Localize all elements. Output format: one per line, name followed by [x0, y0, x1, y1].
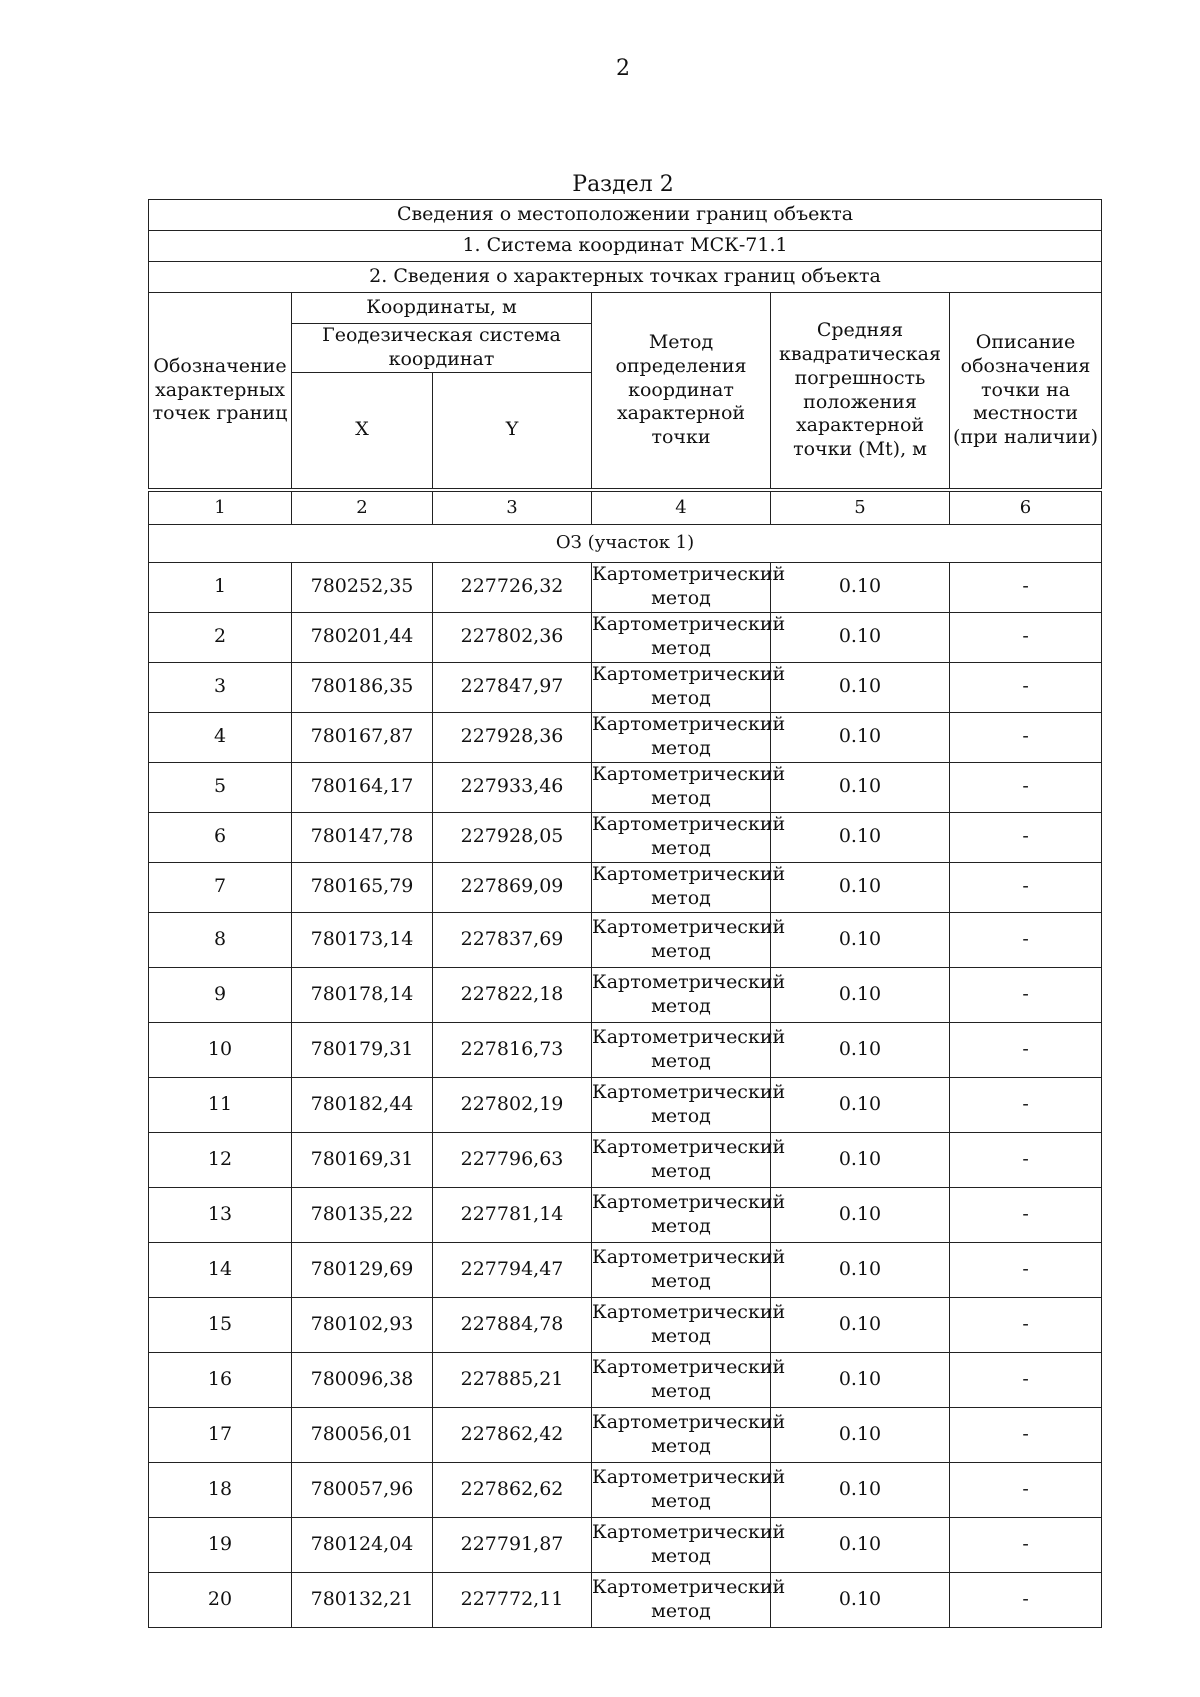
description-cell: - — [950, 662, 1102, 712]
coordinate-y: 227796,63 — [433, 1132, 592, 1187]
coordinate-y: 227794,47 — [433, 1242, 592, 1297]
accuracy-cell: 0.10 — [771, 1352, 950, 1407]
method-cell: Картометрический метод — [592, 1462, 771, 1517]
method-cell: Картометрический метод — [592, 662, 771, 712]
coordinate-y: 227781,14 — [433, 1187, 592, 1242]
table-row — [149, 1462, 1102, 1517]
description-cell: - — [950, 1352, 1102, 1407]
method-cell: Картометрический метод — [592, 1077, 771, 1132]
point-number: 11 — [149, 1077, 292, 1132]
accuracy-cell: 0.10 — [771, 1022, 950, 1077]
point-number: 16 — [149, 1352, 292, 1407]
method-cell: Картометрический метод — [592, 1242, 771, 1297]
column-number: 6 — [950, 490, 1102, 524]
method-cell: Картометрический метод — [592, 1407, 771, 1462]
point-number: 18 — [149, 1462, 292, 1517]
method-cell: Картометрический метод — [592, 612, 771, 662]
accuracy-cell: 0.10 — [771, 1187, 950, 1242]
column-number: 2 — [292, 490, 433, 524]
point-number: 4 — [149, 712, 292, 762]
coordinate-y: 227847,97 — [433, 662, 592, 712]
coordinate-y: 227791,87 — [433, 1517, 592, 1572]
description-cell: - — [950, 612, 1102, 662]
accuracy-cell: 0.10 — [771, 1517, 950, 1572]
method-cell: Картометрический метод — [592, 1022, 771, 1077]
header-geodetic-system: Геодезическая система координат — [292, 324, 592, 373]
point-number: 10 — [149, 1022, 292, 1077]
accuracy-cell: 0.10 — [771, 1572, 950, 1627]
header-y: Y — [433, 372, 592, 490]
table-caption: Сведения о местоположении границ объекта — [149, 200, 1102, 231]
method-cell: Картометрический метод — [592, 762, 771, 812]
coordinate-system-line: 1. Система координат МСК-71.1 — [149, 231, 1102, 262]
method-cell: Картометрический метод — [592, 1187, 771, 1242]
coordinate-x: 780132,21 — [292, 1572, 433, 1627]
coordinate-x: 780169,31 — [292, 1132, 433, 1187]
accuracy-cell: 0.10 — [771, 1407, 950, 1462]
method-cell: Картометрический метод — [592, 967, 771, 1022]
table-row — [149, 662, 1102, 712]
table-row — [149, 1132, 1102, 1187]
coordinate-y: 227822,18 — [433, 967, 592, 1022]
coordinate-x: 780179,31 — [292, 1022, 433, 1077]
header-coordinates: Координаты, м — [292, 293, 592, 324]
header-accuracy: Средняя квадратическая погрешность положения характерной точки (Mt), м — [771, 293, 950, 491]
column-number: 4 — [592, 490, 771, 524]
coordinate-x: 780173,14 — [292, 912, 433, 967]
section-title: Раздел 2 — [572, 172, 674, 197]
point-number: 7 — [149, 862, 292, 912]
method-cell: Картометрический метод — [592, 562, 771, 612]
coordinate-x: 780201,44 — [292, 612, 433, 662]
point-number: 3 — [149, 662, 292, 712]
point-number: 13 — [149, 1187, 292, 1242]
coordinate-x: 780096,38 — [292, 1352, 433, 1407]
description-cell: - — [950, 1297, 1102, 1352]
table-row — [149, 862, 1102, 912]
table-row — [149, 762, 1102, 812]
description-cell: - — [950, 812, 1102, 862]
table-row — [149, 1352, 1102, 1407]
description-cell: - — [950, 967, 1102, 1022]
description-cell: - — [950, 1517, 1102, 1572]
description-cell: - — [950, 1407, 1102, 1462]
description-cell: - — [950, 562, 1102, 612]
group-title: ОЗ (участок 1) — [149, 524, 1102, 562]
header-method: Метод определения координат характерной точки — [592, 293, 771, 491]
accuracy-cell: 0.10 — [771, 762, 950, 812]
table-row — [149, 812, 1102, 862]
accuracy-cell: 0.10 — [771, 1132, 950, 1187]
method-cell: Картометрический метод — [592, 712, 771, 762]
points-info-line: 2. Сведения о характерных точках границ объекта — [149, 262, 1102, 293]
point-number: 19 — [149, 1517, 292, 1572]
point-number: 20 — [149, 1572, 292, 1627]
accuracy-cell: 0.10 — [771, 967, 950, 1022]
table-row — [149, 712, 1102, 762]
coordinate-y: 227885,21 — [433, 1352, 592, 1407]
description-cell: - — [950, 1187, 1102, 1242]
description-cell: - — [950, 762, 1102, 812]
table-body — [149, 200, 1102, 1628]
method-cell: Картометрический метод — [592, 1132, 771, 1187]
table-row — [149, 562, 1102, 612]
point-number: 2 — [149, 612, 292, 662]
method-cell: Картометрический метод — [592, 912, 771, 967]
point-number: 8 — [149, 912, 292, 967]
header-point-designation: Обозначение характерных точек границ — [149, 293, 292, 491]
accuracy-cell: 0.10 — [771, 562, 950, 612]
coordinate-x: 780135,22 — [292, 1187, 433, 1242]
description-cell: - — [950, 912, 1102, 967]
boundary-points-table — [148, 199, 1102, 1628]
coordinate-y: 227802,36 — [433, 612, 592, 662]
method-cell: Картометрический метод — [592, 1352, 771, 1407]
description-cell: - — [950, 1462, 1102, 1517]
header-x: X — [292, 372, 433, 490]
accuracy-cell: 0.10 — [771, 812, 950, 862]
coordinate-x: 780057,96 — [292, 1462, 433, 1517]
point-number: 14 — [149, 1242, 292, 1297]
point-number: 17 — [149, 1407, 292, 1462]
accuracy-cell: 0.10 — [771, 1077, 950, 1132]
point-number: 1 — [149, 562, 292, 612]
coordinate-x: 780124,04 — [292, 1517, 433, 1572]
coordinate-y: 227726,32 — [433, 562, 592, 612]
coordinate-y: 227869,09 — [433, 862, 592, 912]
table-row — [149, 912, 1102, 967]
point-number: 5 — [149, 762, 292, 812]
header-description: Описание обозначения точки на местности (при наличии) — [950, 293, 1102, 491]
page-number: 2 — [616, 56, 630, 81]
point-number: 15 — [149, 1297, 292, 1352]
method-cell: Картометрический метод — [592, 862, 771, 912]
point-number: 12 — [149, 1132, 292, 1187]
column-number: 5 — [771, 490, 950, 524]
method-cell: Картометрический метод — [592, 1297, 771, 1352]
table-row — [149, 1572, 1102, 1627]
description-cell: - — [950, 712, 1102, 762]
accuracy-cell: 0.10 — [771, 1462, 950, 1517]
accuracy-cell: 0.10 — [771, 1242, 950, 1297]
coordinate-x: 780186,35 — [292, 662, 433, 712]
coordinate-y: 227772,11 — [433, 1572, 592, 1627]
coordinate-y: 227802,19 — [433, 1077, 592, 1132]
point-number: 6 — [149, 812, 292, 862]
coordinate-x: 780182,44 — [292, 1077, 433, 1132]
table-row — [149, 1187, 1102, 1242]
description-cell: - — [950, 1572, 1102, 1627]
table-row — [149, 612, 1102, 662]
coordinate-x: 780102,93 — [292, 1297, 433, 1352]
table-row — [149, 1242, 1102, 1297]
coordinate-x: 780178,14 — [292, 967, 433, 1022]
table-row — [149, 967, 1102, 1022]
coordinate-y: 227862,62 — [433, 1462, 592, 1517]
method-cell: Картометрический метод — [592, 812, 771, 862]
coordinate-x: 780129,69 — [292, 1242, 433, 1297]
point-number: 9 — [149, 967, 292, 1022]
coordinate-y: 227816,73 — [433, 1022, 592, 1077]
column-number: 1 — [149, 490, 292, 524]
table-row — [149, 1022, 1102, 1077]
accuracy-cell: 0.10 — [771, 912, 950, 967]
coordinate-y: 227933,46 — [433, 762, 592, 812]
table-row — [149, 1297, 1102, 1352]
coordinate-y: 227862,42 — [433, 1407, 592, 1462]
column-number: 3 — [433, 490, 592, 524]
description-cell: - — [950, 1132, 1102, 1187]
accuracy-cell: 0.10 — [771, 712, 950, 762]
table-row — [149, 1407, 1102, 1462]
coordinate-x: 780252,35 — [292, 562, 433, 612]
accuracy-cell: 0.10 — [771, 1297, 950, 1352]
description-cell: - — [950, 862, 1102, 912]
coordinate-y: 227928,36 — [433, 712, 592, 762]
coordinate-x: 780165,79 — [292, 862, 433, 912]
method-cell: Картометрический метод — [592, 1572, 771, 1627]
description-cell: - — [950, 1022, 1102, 1077]
coordinate-x: 780164,17 — [292, 762, 433, 812]
description-cell: - — [950, 1077, 1102, 1132]
coordinate-x: 780147,78 — [292, 812, 433, 862]
accuracy-cell: 0.10 — [771, 662, 950, 712]
table-row — [149, 1077, 1102, 1132]
table-row — [149, 1517, 1102, 1572]
coordinate-y: 227884,78 — [433, 1297, 592, 1352]
coordinate-x: 780167,87 — [292, 712, 433, 762]
accuracy-cell: 0.10 — [771, 862, 950, 912]
accuracy-cell: 0.10 — [771, 612, 950, 662]
coordinate-y: 227928,05 — [433, 812, 592, 862]
description-cell: - — [950, 1242, 1102, 1297]
method-cell: Картометрический метод — [592, 1517, 771, 1572]
coordinate-y: 227837,69 — [433, 912, 592, 967]
coordinate-x: 780056,01 — [292, 1407, 433, 1462]
